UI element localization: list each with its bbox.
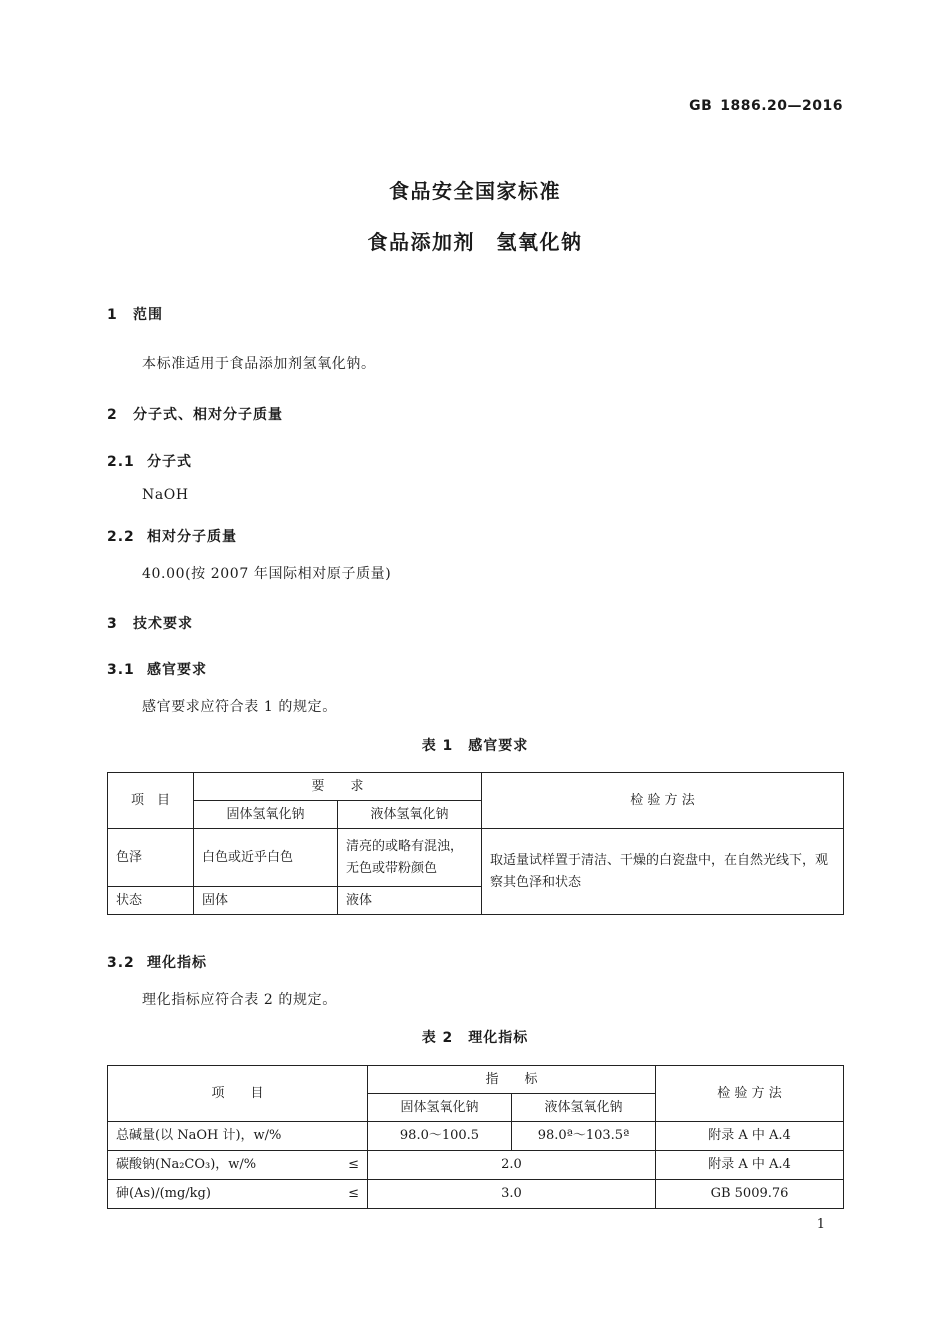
section-number: 1 xyxy=(107,307,118,323)
section-number: 2 xyxy=(107,407,118,423)
table-cell: 色泽 xyxy=(108,829,194,887)
section-number: 3 xyxy=(107,616,118,632)
table-1-method-text: 取适量试样置于清洁、干燥的白瓷盘中，在自然光线下，观察其色泽和状态 xyxy=(482,829,844,915)
row-item-label: 碳酸钠(Na₂CO₃)，w/% xyxy=(116,1157,257,1172)
section-number: 2.1 xyxy=(107,454,135,470)
section-3-2-body: 理化指标应符合表 2 的规定。 xyxy=(142,992,337,1008)
section-title: 分子式 xyxy=(147,454,192,470)
section-2-2-body: 40.00(按 2007 年国际相对原子质量) xyxy=(142,566,392,582)
table-cell: 附录 A 中 A.4 xyxy=(656,1122,844,1151)
section-title: 相对分子质量 xyxy=(147,529,237,545)
section-title: 理化指标 xyxy=(147,955,207,971)
table-1-header-liquid: 液体氢氧化钠 xyxy=(338,801,482,829)
table-2-header-method: 检 验 方 法 xyxy=(656,1066,844,1122)
table-cell xyxy=(108,1151,368,1180)
section-number: 3.1 xyxy=(107,662,135,678)
table-2-header-item: 项 目 xyxy=(108,1066,368,1122)
standard-prefix: GB xyxy=(689,98,713,114)
table-cell: 固体 xyxy=(194,887,338,915)
table-1-caption: 表 1 感官要求 xyxy=(421,738,529,754)
section-title: 范围 xyxy=(133,307,163,323)
section-2-heading xyxy=(107,404,283,424)
section-1-heading xyxy=(107,304,163,324)
table-cell: 白色或近乎白色 xyxy=(194,829,338,887)
standard-number xyxy=(689,98,843,114)
table-2 xyxy=(107,1065,844,1209)
document-subtitle: 食品添加剂 氢氧化钠 xyxy=(367,230,583,254)
table-cell: 3.0 xyxy=(368,1180,656,1209)
row-item-label: 砷(As)/(mg/kg) xyxy=(116,1186,211,1201)
table-2-header-liquid: 液体氢氧化钠 xyxy=(512,1094,656,1122)
table-cell: 状态 xyxy=(108,887,194,915)
table-cell: 液体 xyxy=(338,887,482,915)
table-2-header-solid: 固体氢氧化钠 xyxy=(368,1094,512,1122)
section-3-1-body: 感官要求应符合表 1 的规定。 xyxy=(142,699,337,715)
section-2-1-body: NaOH xyxy=(142,487,189,503)
table-cell: 清亮的或略有混浊，无色或带粉颜色 xyxy=(338,829,482,887)
table-cell xyxy=(108,1180,368,1209)
standard-code: 1886.20—2016 xyxy=(720,98,843,114)
table-row xyxy=(108,1180,844,1209)
section-number: 3.2 xyxy=(107,955,135,971)
table-cell: 2.0 xyxy=(368,1151,656,1180)
table-cell xyxy=(108,1122,368,1151)
table-2-header-index: 指 标 xyxy=(368,1066,656,1094)
less-equal-sign: ≤ xyxy=(348,1186,359,1201)
section-number: 2.2 xyxy=(107,529,135,545)
table-2-caption: 表 2 理化指标 xyxy=(421,1030,529,1046)
page-number: 1 xyxy=(816,1217,825,1232)
table-1-header-solid: 固体氢氧化钠 xyxy=(194,801,338,829)
section-title: 技术要求 xyxy=(133,616,193,632)
document-title: 食品安全国家标准 xyxy=(389,179,561,203)
table-cell: 附录 A 中 A.4 xyxy=(656,1151,844,1180)
less-equal-sign: ≤ xyxy=(348,1157,359,1172)
table-1-header-method: 检 验 方 法 xyxy=(482,773,844,829)
table-1-header-requirement: 要 求 xyxy=(194,773,482,801)
section-1-body: 本标准适用于食品添加剂氢氧化钠。 xyxy=(142,356,376,372)
table-row xyxy=(108,1151,844,1180)
table-row xyxy=(108,829,844,887)
section-2-1-heading xyxy=(107,451,192,471)
table-1 xyxy=(107,772,844,915)
table-row xyxy=(108,1122,844,1151)
row-item-label: 总碱量(以 NaOH 计)，w/% xyxy=(116,1128,282,1143)
section-3-2-heading xyxy=(107,952,207,972)
table-cell: GB 5009.76 xyxy=(656,1180,844,1209)
section-2-2-heading xyxy=(107,526,237,546)
section-title: 感官要求 xyxy=(147,662,207,678)
section-3-1-heading xyxy=(107,659,207,679)
section-title: 分子式、相对分子质量 xyxy=(133,407,283,423)
table-1-header-item: 项 目 xyxy=(108,773,194,829)
table-cell: 98.0ª～103.5ª xyxy=(512,1122,656,1151)
table-cell: 98.0～100.5 xyxy=(368,1122,512,1151)
section-3-heading xyxy=(107,613,193,633)
